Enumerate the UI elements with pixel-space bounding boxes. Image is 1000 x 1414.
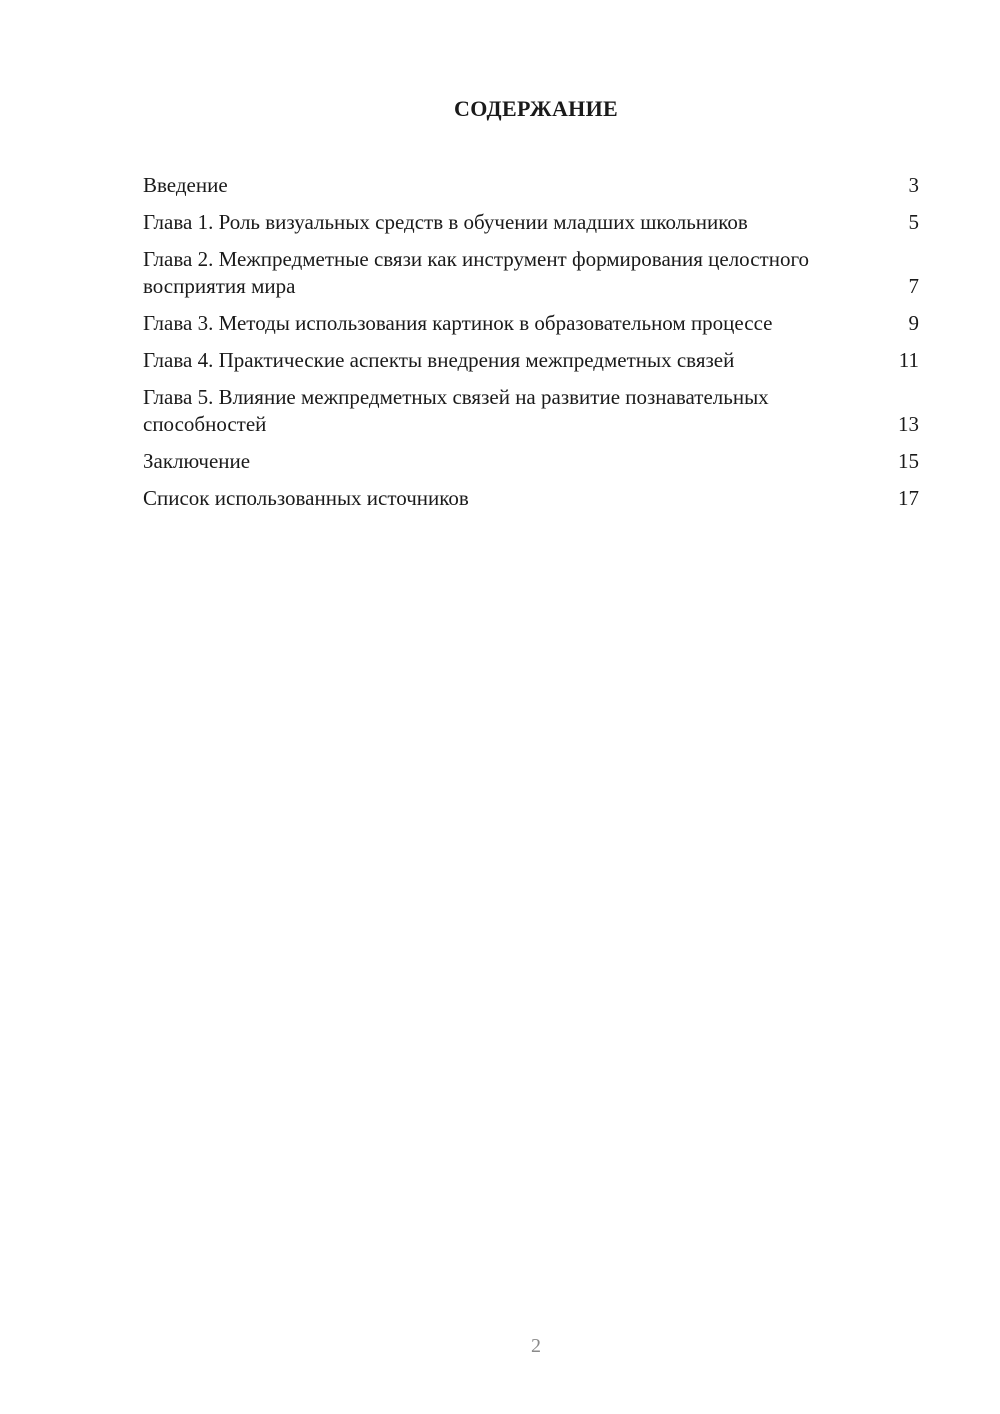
toc-entry-label: Глава 3. Методы использования картинок в образовательном процессе [143, 311, 773, 335]
toc-entry-page: 5 [908, 210, 919, 234]
toc-entry-page: 3 [908, 173, 919, 197]
toc-entry-label: Глава 5. Влияние межпредметных связей на развитие познавательных способностей [143, 385, 769, 436]
toc-entry-page: 11 [898, 348, 919, 372]
toc-entry-label: Глава 4. Практические аспекты внедрения межпредметных связей [143, 348, 735, 372]
toc-entry-page: 17 [898, 486, 919, 510]
toc-entry-introduction[interactable] [143, 172, 919, 199]
toc-entry-label: Глава 1. Роль визуальных средств в обучении младших школьников [143, 210, 748, 234]
toc-entry-chapter-3[interactable] [143, 310, 919, 337]
toc-entry-page: 13 [898, 412, 919, 436]
toc-entry-chapter-2[interactable] [143, 246, 919, 300]
toc-entry-conclusion[interactable] [143, 448, 919, 475]
toc-entry-chapter-1[interactable] [143, 209, 919, 236]
toc-entry-page: 9 [908, 311, 919, 335]
toc-entry-chapter-4[interactable] [143, 347, 919, 374]
toc-entry-label: Введение [143, 173, 228, 197]
toc-entry-label: Глава 2. Межпредметные связи как инструмент формирования целостного восприятия мира [143, 247, 810, 298]
toc-entry-references[interactable] [143, 485, 919, 512]
toc-entry-page: 15 [898, 449, 919, 473]
toc-entry-page: 7 [908, 274, 919, 298]
page-title: СОДЕРЖАНИЕ [454, 96, 618, 121]
page-number: 2 [531, 1335, 541, 1357]
toc-entry-label: Заключение [143, 449, 251, 473]
toc-entry-chapter-5[interactable] [143, 384, 919, 438]
toc-entry-label: Список использованных источников [143, 486, 469, 510]
table-of-contents [143, 172, 919, 522]
